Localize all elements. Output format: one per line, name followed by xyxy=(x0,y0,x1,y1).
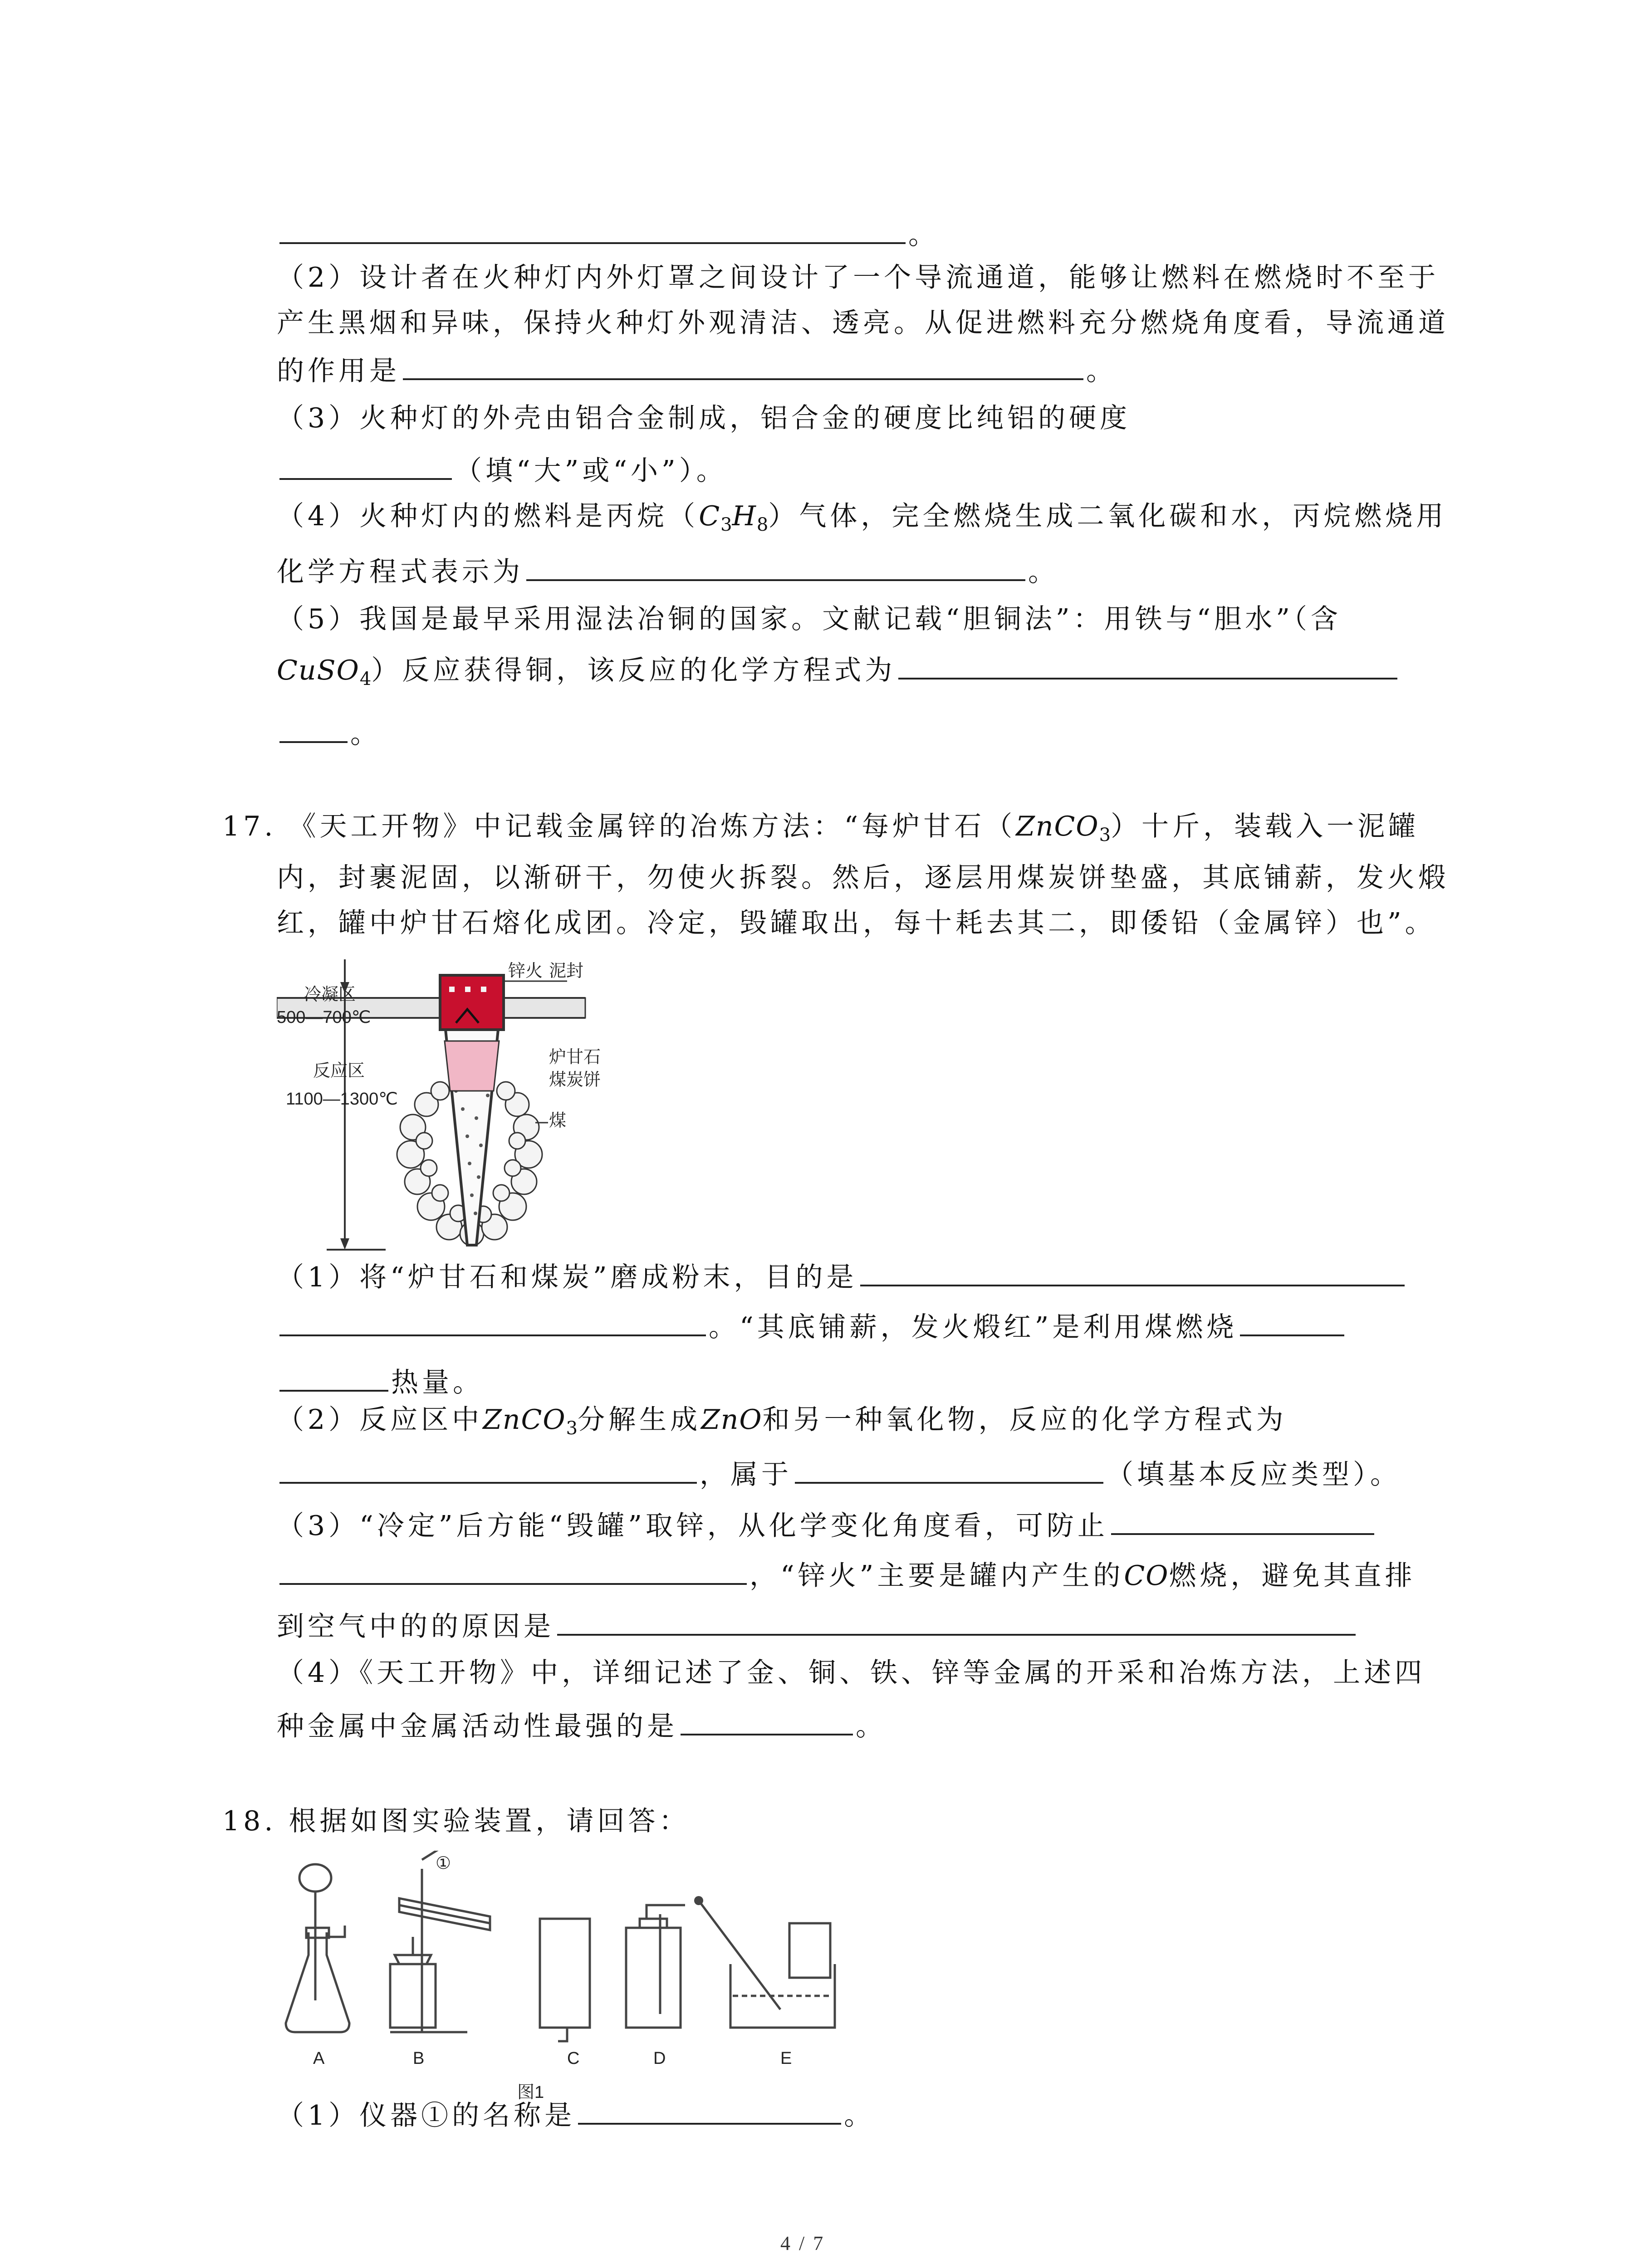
q18-part1: （1）仪器①的名称是 。 xyxy=(277,2095,875,2134)
q17-stem-line2: 内，封裹泥固，以渐研干，勿使火拆裂。然后，逐层用煤炭饼垫盛，其底铺薪，发火煅 xyxy=(277,862,1449,894)
q17-stem-line3: 红，罐中炉甘石熔化成团。冷定，毁罐取出，每十耗去其二，即倭铅（金属锌）也”。 xyxy=(277,907,1436,939)
zinc-smelting-figure xyxy=(277,955,622,1263)
apparatus-label-e: E xyxy=(780,2049,792,2068)
answer-blank[interactable] xyxy=(898,650,1397,679)
answer-blank[interactable] xyxy=(1111,1505,1374,1535)
answer-blank[interactable] xyxy=(578,2095,841,2125)
q17-part4-line2: 种金属中金属活动性最强的是 。 xyxy=(277,1706,887,1745)
answer-blank[interactable] xyxy=(279,450,452,480)
fig-label-reaction-zone: 反应区 xyxy=(313,1061,365,1080)
apparatus-label-b: B xyxy=(413,2049,425,2068)
apparatus-marker: ① xyxy=(436,1854,451,1873)
answer-blank[interactable] xyxy=(403,350,1083,380)
q16-part5-line1: （5）我国是最早采用湿法冶铜的国家。文献记载“胆铜法”：用铁与“胆水”（含 xyxy=(277,603,1342,635)
fig-label-zinc-fire: 锌火 xyxy=(508,962,543,981)
q18-stem: 18. 根据如图实验装置，请回答： xyxy=(222,1805,690,1837)
q16-part3-line2: （填“大”或“小”）。 xyxy=(277,450,727,489)
apparatus-b xyxy=(390,1851,490,2032)
apparatus-d xyxy=(626,1905,685,2028)
fig-label-coal: 煤 xyxy=(549,1111,567,1130)
apparatus-e xyxy=(699,1901,835,2028)
q16-part4-line2: 化学方程式表示为 。 xyxy=(277,551,1059,590)
figure-caption: 图1 xyxy=(517,2083,544,2102)
answer-blank[interactable] xyxy=(279,1555,747,1585)
fig-label-condense-zone: 冷凝区 xyxy=(304,985,356,1004)
answer-blank[interactable] xyxy=(1240,1306,1344,1336)
apparatus-label-d: D xyxy=(653,2049,666,2068)
question-number: 18. xyxy=(222,1805,277,1837)
fig-label-coal-cake: 煤炭饼 xyxy=(549,1070,601,1090)
answer-blank[interactable] xyxy=(860,1256,1405,1286)
apparatus-label-c: C xyxy=(567,2049,580,2068)
q17-stem-line1: 17. 《天工开物》中记载金属锌的冶炼方法：“每炉甘石（ZnCO$_3$）十斤，装载入一泥罐 xyxy=(222,811,1420,846)
answer-blank[interactable] xyxy=(279,713,348,743)
apparatus-c xyxy=(540,1919,590,2041)
q17-part1-line2: 。“其底铺薪，发火煅红”是利用煤燃烧 xyxy=(277,1306,1347,1345)
q17-part1-line3: 热量。 xyxy=(277,1362,484,1401)
q16-part2-line3: 的作用是 。 xyxy=(277,350,1117,389)
q16-part2-line1: （2）设计者在火种灯内外灯罩之间设计了一个导流通道，能够让燃料在燃烧时不至于 xyxy=(277,262,1440,293)
answer-blank[interactable] xyxy=(681,1706,853,1735)
q17-part2-line1: （2）反应区中ZnCO$_3$分解生成ZnO和另一种氧化物，反应的化学方程式为 xyxy=(277,1404,1287,1439)
apparatus-a xyxy=(286,1864,349,2032)
q16-part5-line2: CuSO$_4$）反应获得铜，该反应的化学方程式为 xyxy=(277,650,1400,697)
fig-label-condense-temp: 500—700℃ xyxy=(277,1008,371,1027)
q16-answer-line-1: 。 xyxy=(277,214,939,253)
q16-part5-line3: 。 xyxy=(277,713,381,752)
q17-part2-line2: ，属于 （填基本反应类型）。 xyxy=(277,1454,1401,1493)
answer-blank[interactable] xyxy=(279,1454,697,1484)
fig-label-reaction-temp: 1100—1300℃ xyxy=(286,1090,398,1109)
answer-blank[interactable] xyxy=(279,1362,388,1392)
fig-label-calamine: 炉甘石 xyxy=(549,1048,601,1067)
answer-blank[interactable] xyxy=(526,551,1025,581)
answer-blank[interactable] xyxy=(279,214,906,244)
q16-part4-line1: （4）火种灯内的燃料是丙烷$(C_3H_8)$气体，完全燃烧生成二氧化碳和水，丙烷燃烧用 xyxy=(277,500,1447,535)
page-number: 4 / 7 xyxy=(780,2232,825,2254)
q17-part3-line3: 到空气中的的原因是 xyxy=(277,1606,1358,1645)
answer-blank[interactable] xyxy=(557,1606,1356,1636)
q16-part3-line1: （3）火种灯的外壳由铝合金制成，铝合金的硬度比纯铝的硬度 xyxy=(277,402,1131,434)
question-number: 17. xyxy=(222,811,277,842)
q17-part3-line2: ，“锌火”主要是罐内产生的CO燃烧，避免其直排 xyxy=(277,1555,1416,1594)
answer-blank[interactable] xyxy=(795,1454,1103,1484)
apparatus-label-a: A xyxy=(313,2049,325,2068)
q17-part4-line1: （4）《天工开物》中，详细记述了金、铜、铁、锌等金属的开采和冶炼方法，上述四 xyxy=(277,1657,1426,1689)
q17-part3-line1: （3）“冷定”后方能“毁罐”取锌，从化学变化角度看，可防止 xyxy=(277,1505,1377,1544)
q17-part1-line1: （1）将“炉甘石和煤炭”磨成粉末，目的是 xyxy=(277,1256,1407,1295)
lab-apparatus-figure xyxy=(277,1851,867,2105)
q16-part2-line2: 产生黑烟和异味，保持火种灯外观清洁、透亮。从促进燃料充分燃烧角度看，导流通道 xyxy=(277,307,1449,339)
fig-label-mud-seal: 泥封 xyxy=(549,962,584,981)
answer-blank[interactable] xyxy=(279,1306,706,1336)
